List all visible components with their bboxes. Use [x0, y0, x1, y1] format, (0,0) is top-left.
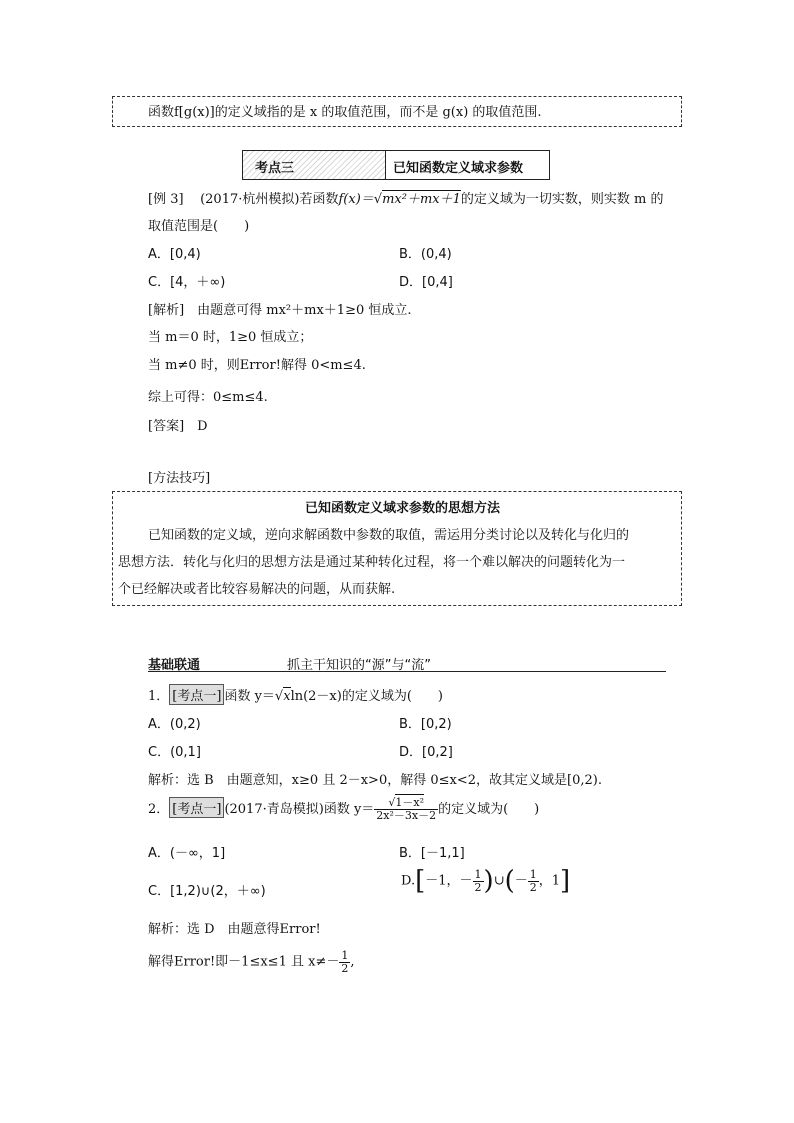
- q2-solution-1: 解析：选 D 由题意得Error!: [148, 922, 321, 937]
- q2-num: 2．: [148, 802, 170, 817]
- example3-stem-line1: [例 3] (2017·杭州模拟)若函数f(x)＝√mx²＋mx＋1的定义域为一切实数，则实数 m 的: [148, 192, 664, 207]
- q2-option-d-b: ∪: [493, 873, 505, 889]
- analysis-line-1: [解析] 由题意可得 mx²＋mx＋1≥0 恒成立.: [148, 303, 412, 318]
- method-line-2: 思想方法．转化与化归的思想方法是通过某种转化过程，将一个难以解决的问题转化为一: [118, 555, 626, 570]
- half-fraction-2: $\frac{1}{2}$: [529, 867, 537, 894]
- q1-num: 1．: [148, 689, 170, 704]
- q2-option-d: [401, 866, 570, 896]
- example3-stem-line2: 取值范围是( ): [148, 219, 250, 234]
- method-header: [方法技巧]: [148, 471, 211, 486]
- q1-option-b: B．[0,2): [399, 717, 452, 732]
- q2-option-d-c: －: [514, 873, 528, 889]
- q2-option-c: C．[1,2)∪(2，＋∞): [148, 884, 266, 899]
- q2-option-b: B．[－1,1]: [399, 846, 465, 861]
- half-fraction-3: $\frac{1}{2}$: [341, 949, 349, 975]
- q2-numerator: 1－x²: [395, 796, 425, 810]
- example-source: (2017·杭州模拟): [200, 192, 300, 207]
- half-fraction-1: $\frac{1}{2}$: [474, 867, 482, 894]
- kaodian-label-cell: [243, 151, 386, 179]
- basic-underline: [148, 671, 666, 672]
- q2-tag: [考点一]: [169, 797, 224, 818]
- q1-stem-b: ln(2－x)的定义域为( ): [290, 689, 443, 704]
- q1-stem: 1． [考点一] 函数 y＝√xln(2－x)的定义域为( ): [148, 684, 443, 705]
- paren-right-icon: ): [483, 866, 494, 896]
- q2-option-d-d: ，1: [538, 873, 561, 889]
- note-text: 函数f[g(x)]的定义域指的是 x 的取值范围，而不是 g(x) 的取值范围.: [148, 105, 542, 120]
- example-stem-a: 若函数: [299, 192, 339, 207]
- q1-option-a: A．(0,2): [148, 717, 201, 732]
- q2-source: (2017·青岛模拟): [224, 802, 324, 817]
- option-c: C．[4，＋∞): [148, 275, 226, 290]
- q2-stem-a: 函数 y＝: [323, 802, 375, 817]
- q1-tag: [考点一]: [169, 684, 224, 705]
- method-line-1: 已知函数的定义域，逆向求解函数中参数的取值，需运用分类讨论以及转化与化归的: [148, 528, 630, 543]
- example-stem-b: 的定义域为一切实数，则实数 m 的: [460, 192, 664, 207]
- q1-solution: 解析：选 B 由题意知，x≥0 且 2－x>0，解得 0≤x<2，故其定义域是[0,2).: [148, 773, 602, 788]
- kaodian-header: [242, 150, 550, 180]
- q1-option-d: D．[0,2]: [399, 745, 453, 760]
- paren-left-icon: (: [504, 866, 515, 896]
- q2-solution-2b: ,: [350, 954, 355, 970]
- q1-option-c: C．(0,1]: [148, 745, 201, 760]
- option-d: D．[0,4]: [399, 275, 453, 290]
- example-func: f(x)＝: [338, 192, 374, 207]
- kaodian-title: 已知函数定义域求参数: [393, 161, 524, 176]
- q2-stem: [148, 797, 539, 822]
- bracket-right-icon: ]: [560, 866, 571, 896]
- basic-right: 抓主干知识的“源”与“流”: [287, 658, 431, 673]
- analysis-line-3: 当 m≠0 时，则Error!解得 0<m≤4.: [148, 358, 366, 373]
- analysis-line-4: 综上可得：0≤m≤4.: [148, 390, 268, 405]
- q2-solution-2a: 解得Error!即－1≤x≤1 且 x≠－: [148, 954, 340, 970]
- answer: [答案] D: [148, 419, 208, 434]
- bracket-left-icon: [: [415, 866, 426, 896]
- q1-radicand: x: [283, 689, 291, 704]
- q2-option-d-a: －1，－: [425, 873, 473, 889]
- example-label: [例 3]: [148, 192, 184, 207]
- kaodian-label: 考点三: [255, 161, 295, 176]
- q2-fraction: $\frac{\text{√1－x²}}{\text{2x²－3x－2}}$: [376, 796, 437, 822]
- q2-denominator: 2x²－3x－2: [376, 809, 437, 822]
- option-a: A．[0,4): [148, 247, 201, 262]
- q1-stem-a: 函数 y＝: [224, 689, 275, 704]
- q2-option-a: A．(－∞，1]: [148, 846, 226, 861]
- method-box-title: 已知函数定义域求参数的思想方法: [305, 501, 501, 516]
- q2-stem-b: 的定义域为( ): [438, 802, 540, 817]
- q2-solution-2: [148, 950, 354, 974]
- option-b: B．(0,4): [399, 247, 452, 262]
- basic-left: 基础联通: [148, 658, 201, 673]
- q2-option-d-prefix: D.: [401, 873, 416, 889]
- method-line-3: 个已经解决或者比较容易解决的问题，从而获解.: [118, 582, 396, 597]
- example-radicand: mx²＋mx＋1: [382, 192, 461, 207]
- analysis-line-2: 当 m＝0 时，1≥0 恒成立；: [148, 330, 313, 345]
